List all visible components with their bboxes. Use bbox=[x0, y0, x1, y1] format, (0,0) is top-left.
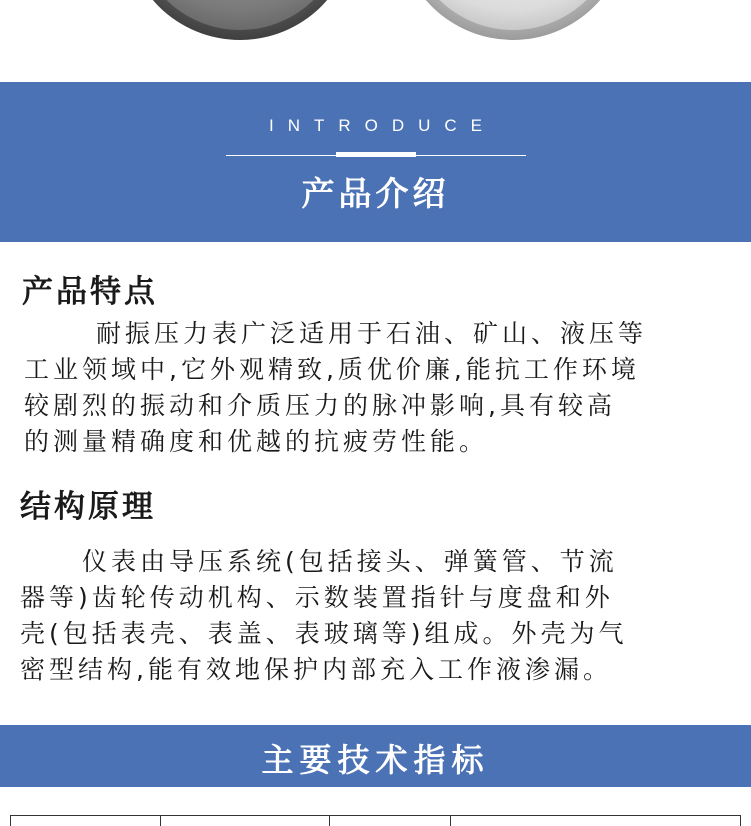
table-border bbox=[329, 815, 330, 826]
table-border bbox=[450, 815, 451, 826]
structure-body bbox=[20, 544, 720, 688]
structure-title: 结构原理 bbox=[20, 489, 156, 525]
intro-banner bbox=[0, 82, 751, 242]
specs-title: 主要技术指标 bbox=[261, 741, 490, 779]
intro-english-label: INTRODUCE bbox=[268, 116, 497, 135]
intro-divider-accent bbox=[336, 152, 416, 157]
specs-table bbox=[10, 815, 741, 826]
features-line: 耐振压力表广泛适用于石油、矿山、液压等 bbox=[96, 319, 648, 348]
structure-line: 仪表由导压系统(包括接头、弹簧管、节流 bbox=[82, 547, 618, 576]
features-line: 的测量精确度和优越的抗疲劳性能。 bbox=[24, 427, 489, 456]
black-gauge-image bbox=[125, 0, 355, 40]
features-line: 工业领域中,它外观精致,质优价廉,能抗工作环境 bbox=[24, 355, 640, 384]
structure-line: 器等)齿轮传动机构、示数装置指针与度盘和外 bbox=[20, 583, 614, 612]
structure-line: 密型结构,能有效地保护内部充入工作液渗漏。 bbox=[20, 655, 612, 684]
features-body bbox=[24, 316, 724, 460]
table-border bbox=[10, 815, 11, 826]
steel-gauge-image bbox=[398, 0, 628, 40]
product-image-strip bbox=[0, 0, 751, 82]
features-title: 产品特点 bbox=[22, 274, 158, 310]
features-line: 较剧烈的振动和介质压力的脉冲影响,具有较高 bbox=[24, 391, 616, 420]
intro-title: 产品介绍 bbox=[301, 174, 450, 213]
table-border bbox=[740, 815, 741, 826]
table-border bbox=[160, 815, 161, 826]
structure-line: 壳(包括表壳、表盖、表玻璃等)组成。外壳为气 bbox=[20, 619, 628, 648]
